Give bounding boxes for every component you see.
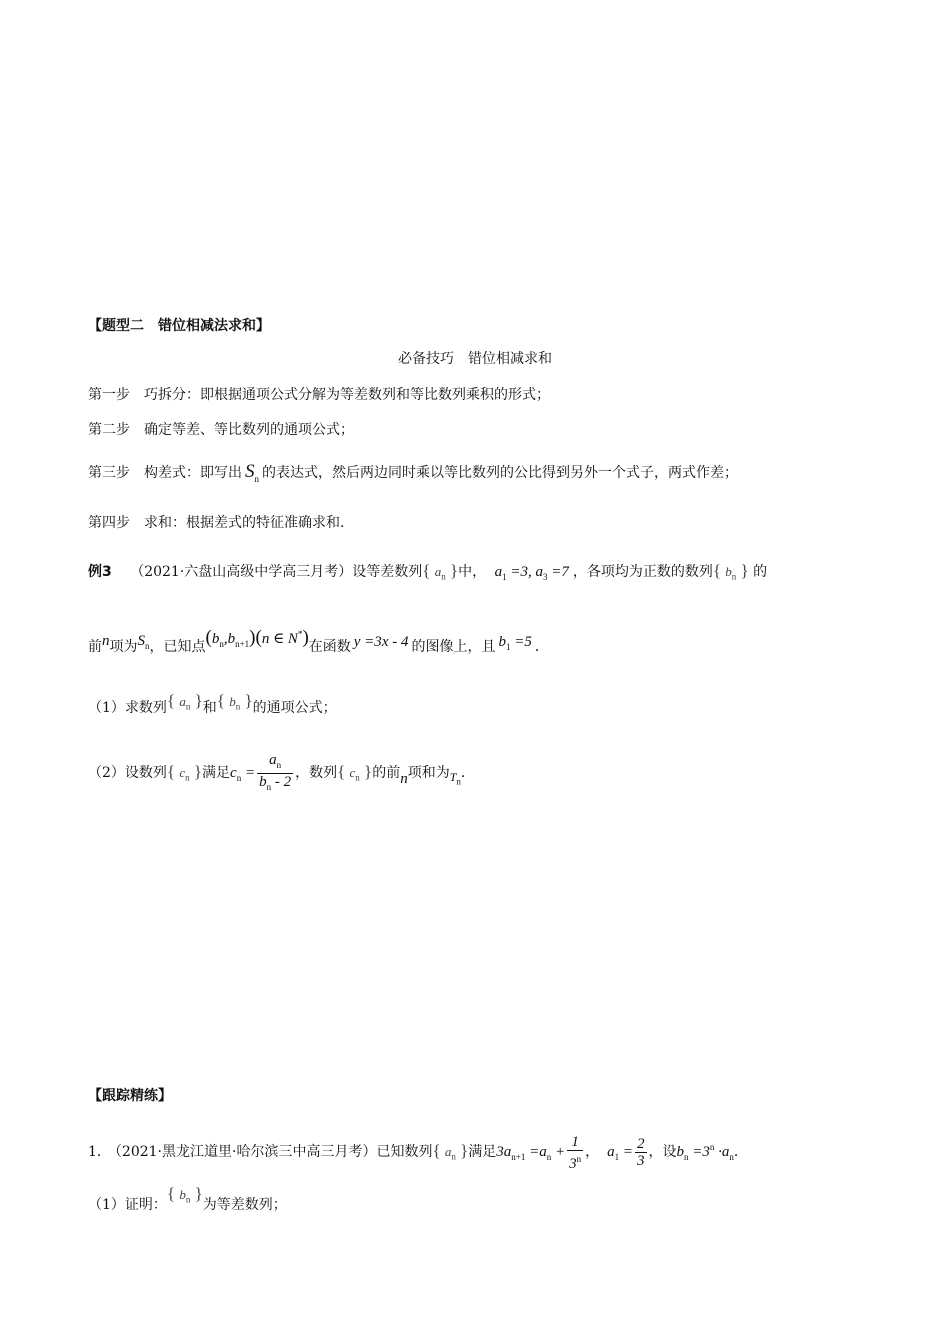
example-text: 前 <box>88 639 102 655</box>
question-text: 的通项公式； <box>252 700 337 716</box>
step-3 <box>88 462 738 489</box>
question-text: ． <box>460 764 475 781</box>
practice-title: 【跟踪精练】 <box>88 1088 172 1104</box>
problem-source: （2021·黑龙江道里·哈尔滨三中高三月考） <box>114 1144 377 1160</box>
math-seq-a: { $a_n$ } <box>166 691 203 712</box>
step-2 <box>88 420 354 440</box>
example-question-2 <box>88 752 475 795</box>
example-text: ，各项均为正数的数列 <box>572 564 713 580</box>
example-line-2 <box>88 627 549 662</box>
example-text: 的图像上，且 <box>411 639 496 655</box>
step-4 <box>88 513 344 533</box>
step-1-text: 第一步 巧拆分：即根据通项公式分解为等差数列和等比数列乘积的形式； <box>88 387 550 403</box>
math-seq-b: { $b_n$ } <box>166 1184 203 1205</box>
math-function: y =3x - 4 <box>353 634 409 650</box>
example-text: ，已知点 <box>149 639 206 655</box>
question-text: （1）证明： <box>88 1197 167 1213</box>
example-text: 的 <box>753 564 768 580</box>
problem-text: ，设 <box>648 1144 677 1160</box>
math-recurrence: $3a_{n+1} =a_n$ + $\frac{1}{3^n}$ <box>496 1133 582 1172</box>
step-4-text: 第四步 求和：根据差式的特征准确求和. <box>88 515 345 531</box>
question-text: 的前 <box>372 764 401 781</box>
problem-text: ， <box>585 1144 600 1160</box>
practice-problem-1 <box>88 1130 748 1174</box>
math-n: n <box>400 770 408 787</box>
question-text: 项和为 <box>407 764 450 781</box>
math-a1-a3: $a_1 =3$, $a_3 =7$ <box>494 564 569 582</box>
math-tn: $T_n$ <box>449 769 461 787</box>
example-text: 设等差数列 <box>352 564 423 580</box>
example-line-1 <box>88 561 767 587</box>
math-seq-b: { $b_n$ } <box>216 691 253 712</box>
step-3-suffix: 的表达式，然后两边同时乘以等比数列的公比得到另外一个式子，两式作差； <box>262 465 738 481</box>
question-text: 满足 <box>202 764 231 781</box>
example-text: 项为 <box>109 639 138 655</box>
math-sn: $S_n$ <box>137 633 150 651</box>
math-cn-formula: $c_n$ = $\frac{a_n}{b_n - 2}$ <box>230 752 292 792</box>
example-question-1 <box>88 691 337 723</box>
step-3-text: 第三步 构差式：即写出 <box>88 465 242 481</box>
math-n: n <box>102 633 110 649</box>
question-text: 和 <box>202 700 217 716</box>
question-text: （2）设数列 <box>88 764 167 781</box>
step-1 <box>88 385 550 405</box>
math-sn: $S_n$ <box>245 461 259 484</box>
example-source: （2021·六盘山高级中学高三月考） <box>130 564 353 580</box>
example-text: 在函数 <box>308 639 351 655</box>
question-text: ，数列 <box>295 764 338 781</box>
example-label: 例3 <box>88 564 112 580</box>
practice-question-1 <box>88 1184 287 1220</box>
step-2-text: 第二步 确定等差、等比数列的通项公式； <box>88 422 354 438</box>
problem-text: ． <box>733 1144 748 1160</box>
section-subtitle: 必备技巧 错位相减求和 <box>398 351 552 367</box>
math-b1: $b_1 =5$ <box>498 634 532 652</box>
math-seq-a: { $a_n$ } <box>432 1141 469 1162</box>
question-text: （1）求数列 <box>88 700 167 716</box>
math-seq-c: { $c_n$ } <box>337 761 373 783</box>
math-point: $(b_n,b_{n+1})(n$ ∈ N*) <box>205 627 309 649</box>
question-text: 为等差数列； <box>202 1197 287 1213</box>
math-seq-c: { $c_n$ } <box>166 761 203 783</box>
math-seq-b: { $b_n$ } <box>712 561 749 582</box>
section-title: 【题型二 错位相减法求和】 <box>88 318 270 334</box>
example-text: 中， <box>458 564 487 580</box>
example-text: ． <box>534 639 549 655</box>
math-bn-def: $b_n =3^n \cdot a_n$ <box>676 1142 734 1162</box>
math-seq-a: { $a_n$ } <box>422 561 459 582</box>
problem-text: 满足 <box>468 1144 497 1160</box>
problem-number: 1． <box>88 1144 111 1160</box>
problem-text: 已知数列 <box>376 1144 433 1160</box>
math-a1: $a_1$ = $\frac{2}{3}$ <box>607 1136 645 1170</box>
